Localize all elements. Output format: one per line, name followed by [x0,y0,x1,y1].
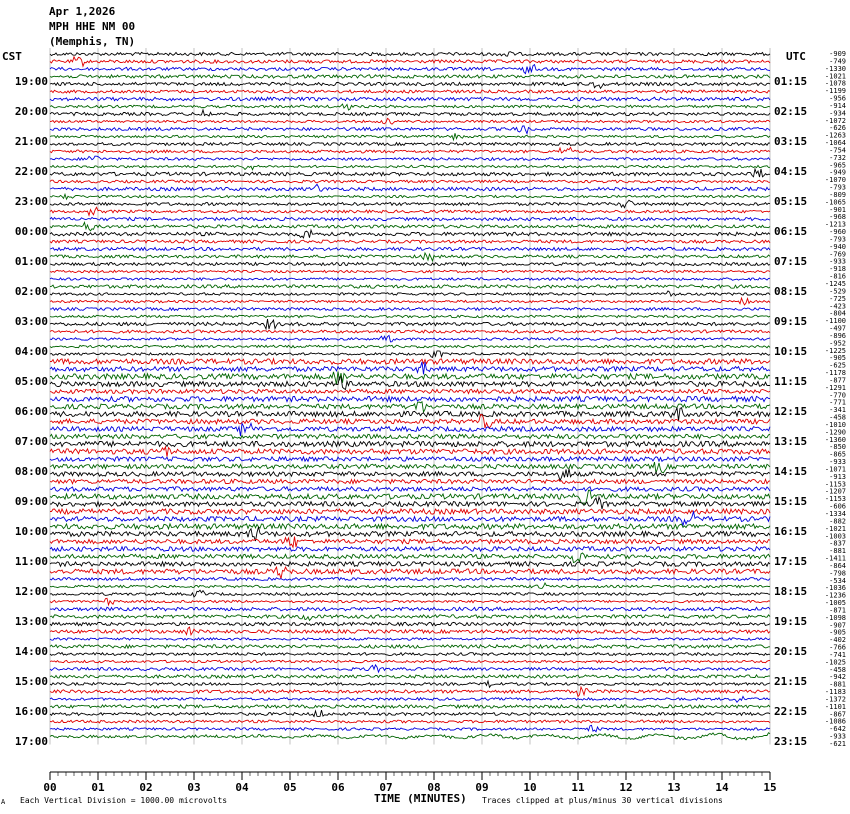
seismic-trace [50,675,770,678]
right-hour-label: 07:15 [774,255,808,268]
seismic-trace [50,351,770,358]
trace-offset-value: -956 [829,94,846,103]
x-tick-label: 13 [667,781,681,794]
trace-offset-value: -770 [829,391,846,400]
left-hour-label: 21:00 [14,135,48,148]
right-timezone-label: UTC [786,50,806,63]
left-hour-label: 04:00 [14,345,48,358]
trace-offset-value: -1183 [824,688,846,697]
seismic-trace [50,537,770,548]
left-hour-label: 22:00 [14,165,48,178]
seismic-trace [50,270,770,272]
right-hour-label: 22:15 [774,705,808,718]
trace-offset-value: -1036 [824,584,846,593]
trace-offset-value: -804 [829,309,846,318]
right-hour-label: 04:15 [774,165,808,178]
trace-offset-value: -534 [829,576,846,585]
trace-offset-value: -1178 [824,369,846,378]
seismic-trace [50,665,770,672]
seismic-trace [50,308,770,311]
x-axis-title: TIME (MINUTES) [374,792,467,805]
x-tick-label: 05 [283,781,297,794]
seismic-trace [50,222,770,230]
trace-offset-value: -769 [829,250,846,259]
trace-offset-value: -850 [829,443,846,452]
left-hour-label: 17:00 [14,735,48,748]
seismic-trace [50,335,770,342]
right-hour-label: 09:15 [774,315,808,328]
right-hour-label: 23:15 [774,735,808,748]
trace-offset-value: -1065 [824,198,846,207]
trace-offset-value: -837 [829,539,846,548]
trace-offset-value: -1010 [824,420,846,429]
seismic-trace [50,638,770,640]
trace-offset-value: -1071 [824,465,846,474]
seismic-trace [50,524,770,529]
seismic-trace [50,615,770,621]
seismic-trace [50,389,770,393]
trace-offset-value: -816 [829,272,846,281]
trace-offset-value: -606 [829,502,846,511]
seismic-trace [50,110,770,116]
trace-offset-value: -402 [829,636,846,645]
seismic-trace [50,687,770,696]
trace-offset-value: -1213 [824,220,846,229]
trace-offset-value: -960 [829,228,846,237]
left-hour-label: 19:00 [14,75,48,88]
trace-offset-value: -968 [829,213,846,222]
left-hour-label: 02:00 [14,285,48,298]
trace-offset-value: -934 [829,109,846,118]
right-hour-label: 12:15 [774,405,808,418]
seismic-trace [50,169,770,177]
right-hour-label: 03:15 [774,135,808,148]
trace-offset-value: -881 [829,680,846,689]
trace-offset-value: -754 [829,146,846,155]
x-tick-label: 09 [475,781,489,794]
trace-offset-value: -1003 [824,532,846,541]
left-hour-label: 05:00 [14,375,48,388]
trace-offset-value: -1153 [824,495,846,504]
left-hour-label: 00:00 [14,225,48,238]
trace-offset-value: -1101 [824,702,846,711]
trace-offset-value: -793 [829,235,846,244]
left-hour-label: 09:00 [14,495,48,508]
trace-offset-value: -1225 [824,346,846,355]
trace-offset-value: -1021 [824,72,846,81]
seismic-trace [50,469,770,481]
seismic-trace [50,627,770,635]
trace-offset-value: -1064 [824,139,846,148]
seismic-trace [50,660,770,662]
trace-offset-value: -423 [829,302,846,311]
seismic-trace [50,200,770,208]
seismic-trace [50,345,770,348]
trace-offset-value: -1072 [824,116,846,125]
seismic-trace [50,434,770,439]
left-hour-label: 16:00 [14,705,48,718]
seismic-trace [50,402,770,412]
seismic-trace [50,184,770,191]
seismic-trace [50,457,770,462]
left-hour-label: 10:00 [14,525,48,538]
x-tick-label: 06 [331,781,345,794]
trace-offset-value: -732 [829,153,846,162]
trace-offset-value: -1330 [824,64,846,73]
seismic-trace [50,512,770,526]
trace-offset-value: -529 [829,287,846,296]
seismic-trace [50,509,770,514]
right-hour-label: 14:15 [774,465,808,478]
right-hour-label: 18:15 [774,585,808,598]
footer-clip-note: Traces clipped at plus/minus 30 vertical divisions [482,796,723,805]
trace-offset-value: -881 [829,547,846,556]
trace-offset-value: -1291 [824,383,846,392]
trace-offset-value: -949 [829,168,846,177]
seismic-trace [50,622,770,625]
header-date: Apr 1,2026 [49,5,116,18]
x-tick-label: 12 [619,781,633,794]
left-timezone-label: CST [2,50,22,63]
trace-offset-value: -905 [829,354,846,363]
seismic-trace [50,247,770,250]
seismic-trace [50,90,770,93]
trace-offset-value: -871 [829,606,846,615]
left-hour-label: 06:00 [14,405,48,418]
header-station: MPH HHE NM 00 [49,20,136,33]
left-hour-label: 15:00 [14,675,48,688]
trace-offset-value: -933 [829,458,846,467]
right-hour-label: 21:15 [774,675,808,688]
trace-offset-value: -497 [829,324,846,333]
trace-offset-value: -933 [829,732,846,741]
seismic-trace [50,681,770,687]
right-hour-label: 02:15 [774,105,808,118]
trace-offset-value: -1005 [824,599,846,608]
seismic-trace [50,396,770,401]
trace-offset-value: -725 [829,294,846,303]
seismic-trace [50,298,770,305]
seismic-trace [50,553,770,563]
seismic-trace [50,607,770,611]
seismic-trace [50,330,770,333]
trace-offset-value: -621 [829,740,846,748]
right-hour-label: 06:15 [774,225,808,238]
trace-offset-value: -909 [829,50,846,58]
trace-offset-value: -798 [829,569,846,578]
seismic-trace [50,104,770,110]
seismic-trace [50,165,770,169]
footer-mark: A [1,798,6,806]
trace-offset-value: -907 [829,621,846,630]
trace-offset-value: -771 [829,398,846,407]
trace-offset-value: -626 [829,124,846,133]
trace-offset-value: -1360 [824,435,846,444]
trace-offset-value: -1086 [824,717,846,726]
trace-offset-value: -1078 [824,79,846,88]
right-hour-label: 20:15 [774,645,808,658]
trace-offset-value: -1263 [824,131,846,140]
trace-offset-value: -341 [829,406,846,415]
seismic-trace [50,133,770,140]
right-hour-label: 13:15 [774,435,808,448]
seismic-trace [50,147,770,153]
seismic-trace [50,118,770,124]
trace-offset-value: -1100 [824,317,846,326]
trace-offset-value: -918 [829,265,846,274]
x-tick-label: 04 [235,781,249,794]
seismic-trace [50,578,770,581]
seismic-trace [50,497,770,509]
trace-offset-value: -901 [829,205,846,214]
x-tick-label: 02 [139,781,153,794]
seismic-trace [50,57,770,66]
seismic-trace [50,720,770,723]
seismic-trace [50,441,770,447]
left-hour-label: 03:00 [14,315,48,328]
seismic-trace [50,156,770,160]
trace-offset-value: -1411 [824,554,846,563]
seismic-trace [50,547,770,552]
seismic-trace [50,415,770,428]
seismic-trace [50,562,770,567]
x-tick-label: 03 [187,781,201,794]
right-hour-label: 11:15 [774,375,808,388]
trace-offset-value: -942 [829,673,846,682]
seismic-trace [50,97,770,101]
x-tick-label: 01 [91,781,105,794]
trace-offset-value: -741 [829,650,846,659]
seismic-trace [50,590,770,597]
seismic-trace [50,285,770,288]
trace-offset-value: -642 [829,725,846,734]
seismic-trace [50,733,770,740]
left-hour-label: 07:00 [14,435,48,448]
x-tick-label: 07 [379,781,393,794]
header-location: (Memphis, TN) [49,35,136,48]
seismic-trace [50,408,770,421]
seismic-trace [50,705,770,708]
trace-offset-value: -1236 [824,591,846,600]
x-tick-label: 08 [427,781,441,794]
left-hour-label: 14:00 [14,645,48,658]
trace-offset-value: -864 [829,561,846,570]
seismic-trace [50,263,770,266]
right-hour-label: 16:15 [774,525,808,538]
seismic-trace [50,126,770,134]
trace-offset-value: -913 [829,472,846,481]
seismic-trace [50,278,770,281]
trace-offset-value: -1199 [824,87,846,96]
trace-offset-value: -809 [829,190,846,199]
seismic-trace [50,710,770,717]
seismic-trace [50,180,770,183]
trace-offset-value: -1245 [824,280,846,288]
trace-offset-value: -882 [829,517,846,526]
trace-offset-value: -877 [829,376,846,385]
trace-offset-value: -914 [829,101,846,110]
trace-offset-value: -1153 [824,480,846,489]
x-tick-label: 10 [523,781,537,794]
trace-offset-value: -1334 [824,510,846,518]
footer-scale-note: Each Vertical Division = 1000.00 microvolts [20,796,228,805]
right-hour-label: 01:15 [774,75,808,88]
x-tick-label: 11 [571,781,585,794]
x-tick-label: 14 [715,781,729,794]
left-hour-label: 23:00 [14,195,48,208]
seismic-trace [50,583,770,588]
left-hour-label: 01:00 [14,255,48,268]
seismic-trace [50,479,770,483]
right-hour-label: 08:15 [774,285,808,298]
seismic-trace [50,359,770,364]
trace-offset-value: -749 [829,57,846,66]
trace-offset-value: -905 [829,628,846,637]
seismic-trace [50,645,770,648]
seismic-trace [50,567,770,579]
trace-offset-value: -965 [829,161,846,170]
trace-offset-value: -793 [829,183,846,192]
trace-offset-value: -1207 [824,487,846,496]
left-hour-label: 13:00 [14,615,48,628]
seismic-trace [50,462,770,473]
seismic-trace [50,82,770,88]
seismic-trace [50,194,770,199]
right-hour-label: 10:15 [774,345,808,358]
seismic-trace [50,291,770,296]
seismic-trace [50,52,770,56]
seismic-trace [50,217,770,220]
seismic-trace [50,315,770,318]
trace-offset-value: -625 [829,361,846,370]
right-hour-label: 05:15 [774,195,808,208]
seismic-trace [50,75,770,78]
seismic-trace [50,447,770,457]
seismic-trace [50,725,770,731]
left-hour-label: 08:00 [14,465,48,478]
trace-offset-value: -1025 [824,658,846,667]
trace-offset-value: -1290 [824,428,846,437]
trace-offset-value: -896 [829,331,846,340]
x-tick-label: 15 [763,781,777,794]
trace-offset-value: -865 [829,450,846,459]
trace-offset-value: -458 [829,665,846,674]
seismic-trace [50,487,770,491]
seismic-trace [50,65,770,74]
seismic-trace [50,319,770,329]
trace-offset-value: -766 [829,643,846,652]
seismic-trace [50,230,770,238]
left-hour-label: 20:00 [14,105,48,118]
seismic-trace [50,696,770,702]
seismic-trace [50,372,770,385]
trace-offset-value: -1372 [824,695,846,704]
trace-offset-value: -1098 [824,613,846,622]
trace-offset-value: -1021 [824,524,846,533]
seismic-trace [50,653,770,656]
trace-offset-value: -458 [829,413,846,422]
seismic-trace [50,143,770,146]
right-hour-label: 15:15 [774,495,808,508]
seismic-trace [50,240,770,243]
left-hour-label: 11:00 [14,555,48,568]
trace-offset-value: -952 [829,339,846,348]
x-tick-label: 00 [43,781,57,794]
trace-offset-value: -867 [829,710,846,719]
right-hour-label: 19:15 [774,615,808,628]
trace-offset-value: -1070 [824,176,846,185]
seismic-trace [50,207,770,215]
trace-offset-value: -940 [829,242,846,251]
right-hour-label: 17:15 [774,555,808,568]
trace-offset-value: -933 [829,257,846,266]
seismic-trace [50,253,770,261]
left-hour-label: 12:00 [14,585,48,598]
seismic-trace [50,598,770,605]
